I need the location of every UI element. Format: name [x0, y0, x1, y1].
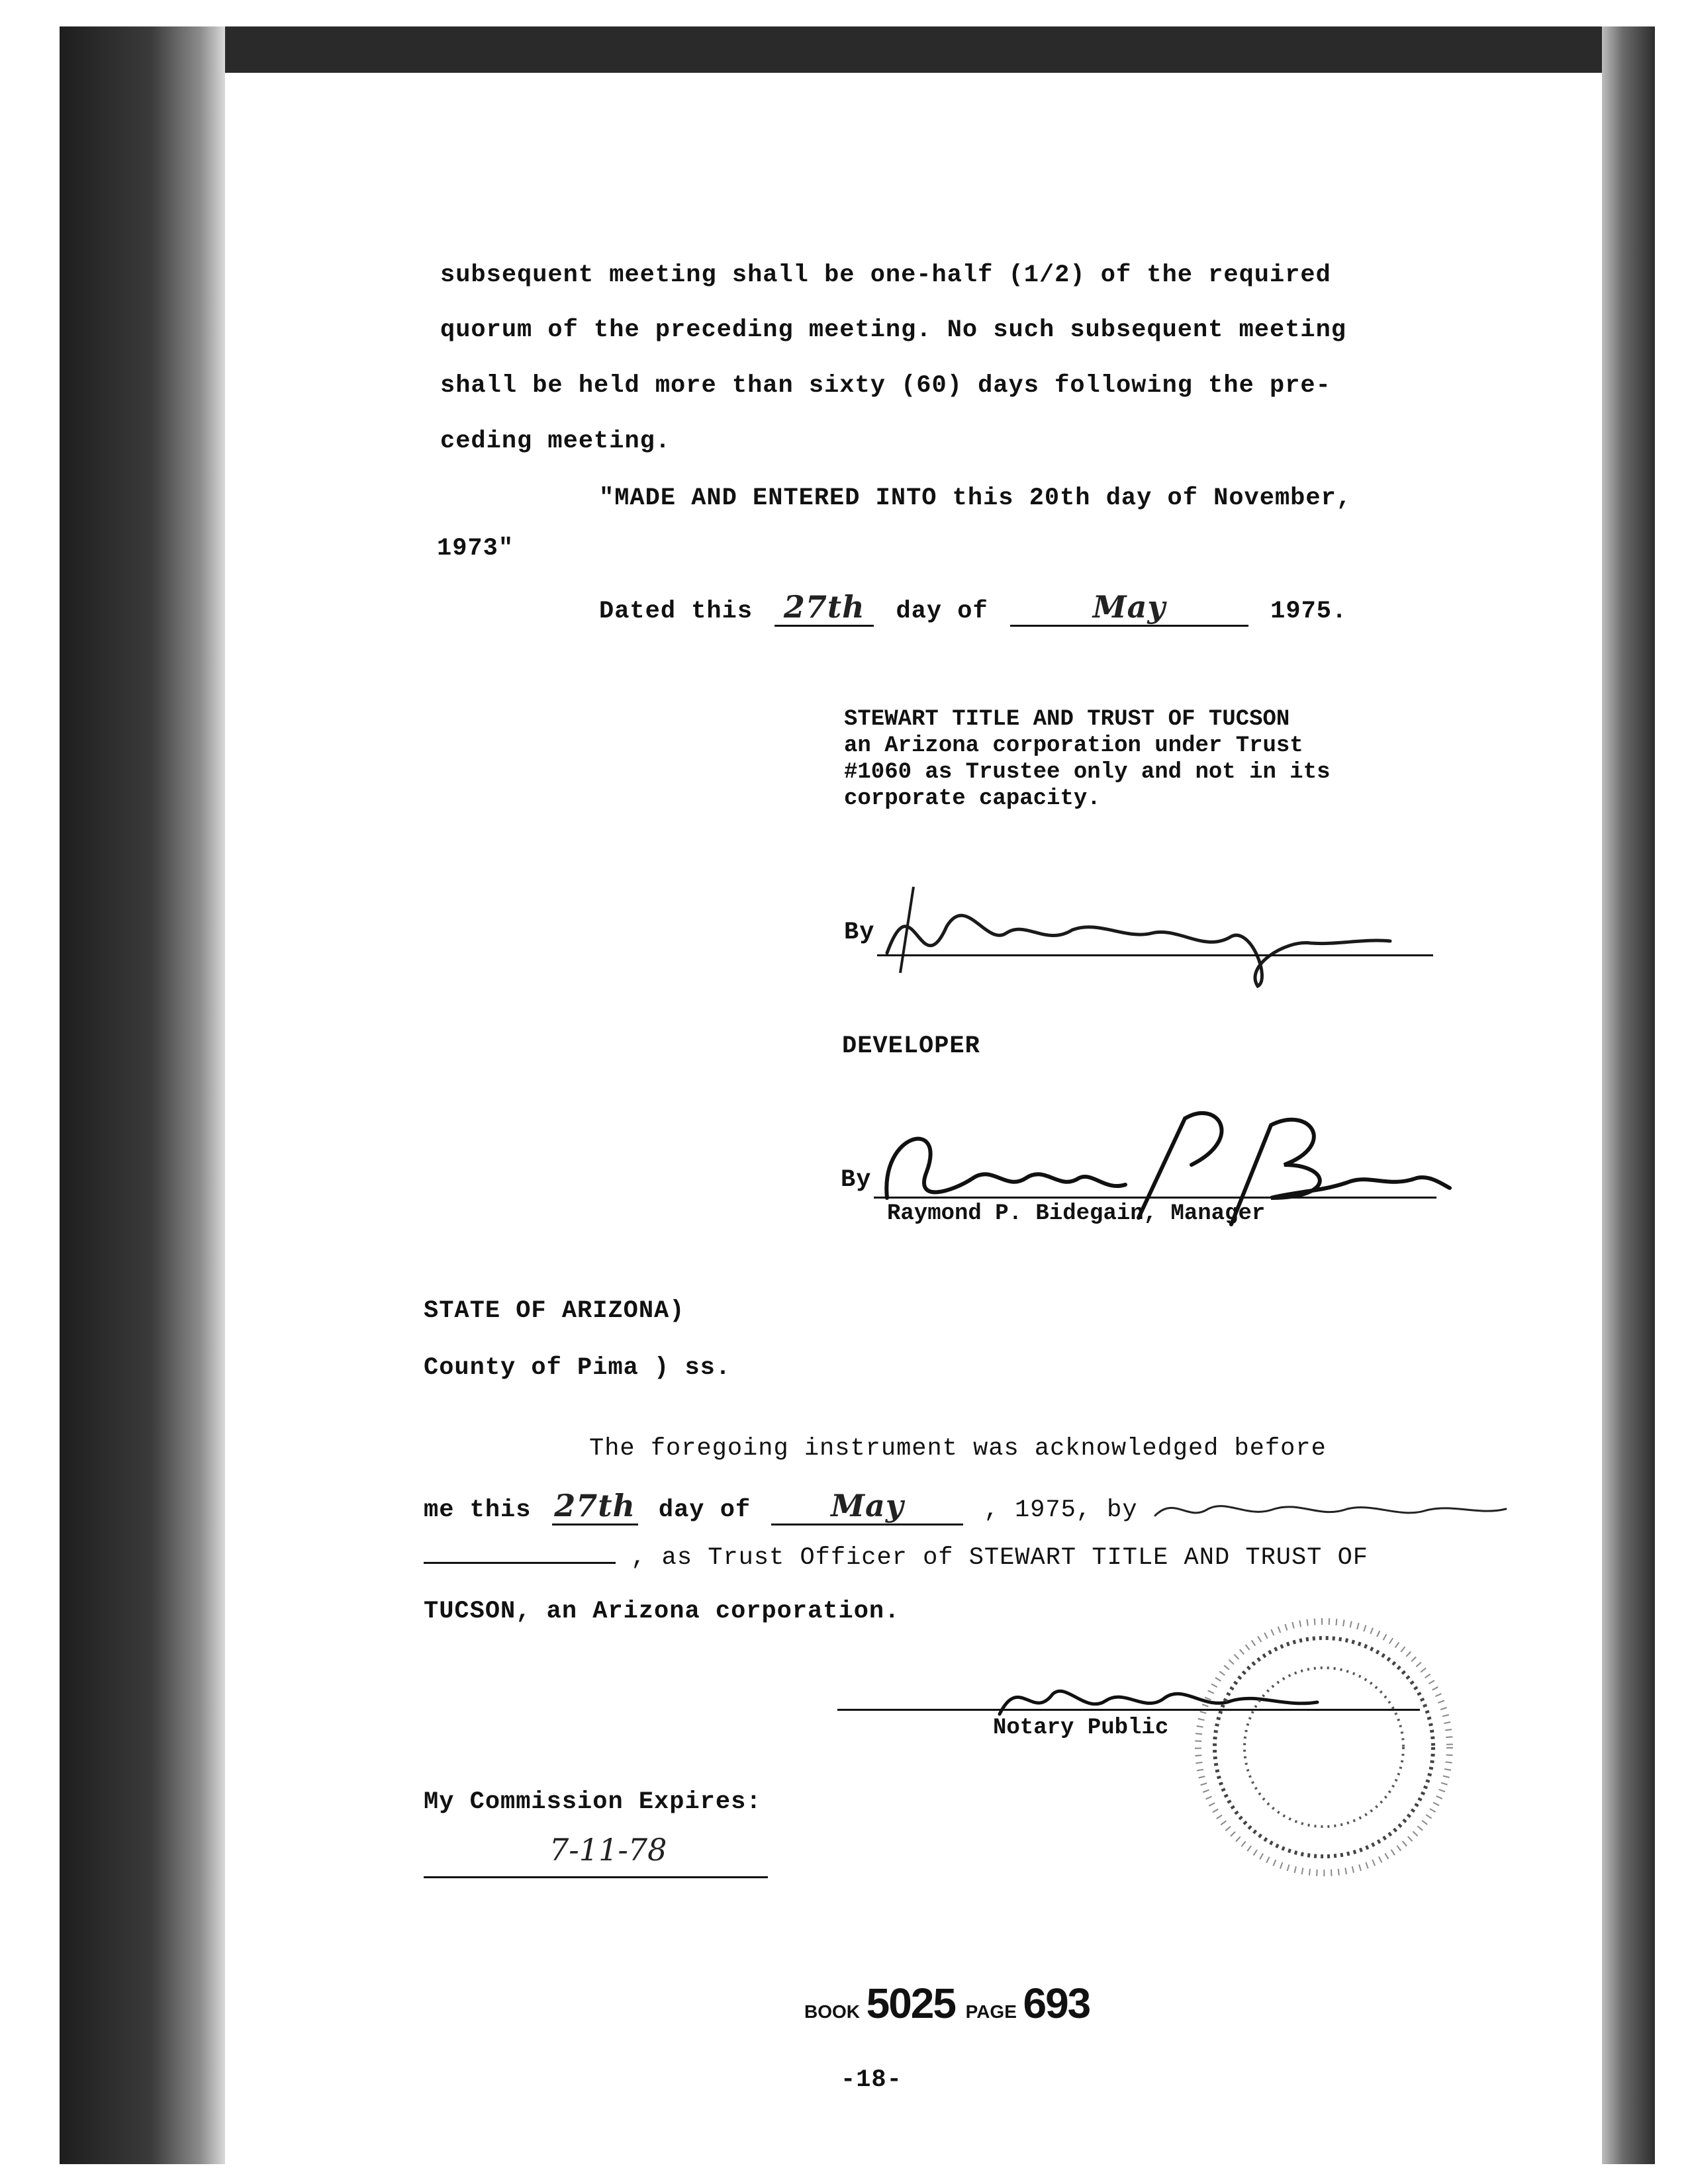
ack-day-handwritten: 27th — [552, 1488, 638, 1525]
trustee-signature-line — [877, 954, 1433, 956]
page-number: 693 — [1023, 1979, 1090, 2027]
dated-day-handwritten: 27th — [774, 589, 874, 627]
book-page-stamp — [804, 1979, 1090, 2028]
commission-label: My Commission Expires: — [424, 1788, 762, 1816]
ack-line-4 — [424, 1598, 900, 1625]
ack-line-3 — [424, 1542, 1368, 1572]
ack-line-1 — [589, 1435, 1327, 1463]
ack-line-2-mid: day of — [658, 1496, 751, 1524]
ack-line-3-suffix: , as Trust Officer of STEWART TITLE AND TRUST OF — [631, 1544, 1368, 1572]
ack-line-1-text: The foregoing instrument was acknowledged before — [589, 1435, 1327, 1463]
scan-border-right — [1602, 26, 1655, 2164]
trustee-line-4: corporate capacity. — [844, 786, 1101, 811]
book-number: 5025 — [866, 1979, 955, 2027]
page-indicator: -18- — [841, 2066, 902, 2094]
commission-date-line — [424, 1876, 768, 1878]
dated-year: 1975. — [1270, 598, 1348, 625]
developer-by-label: By — [841, 1166, 872, 1194]
developer-signer-name: Raymond P. Bidegain, Manager — [887, 1201, 1266, 1226]
notary-label: Notary Public — [993, 1715, 1169, 1741]
paragraph-line-1: subsequent meeting shall be one-half (1/2) of the required — [440, 261, 1331, 289]
trustee-line-1: STEWART TITLE AND TRUST OF TUCSON — [844, 707, 1290, 732]
scan-border-top — [60, 26, 1648, 73]
dated-middle: day of — [896, 598, 988, 625]
ack-month-handwritten: May — [771, 1488, 963, 1525]
dated-line — [599, 589, 1347, 627]
dated-prefix: Dated this — [599, 598, 753, 625]
commission-date-handwritten: 7-11-78 — [549, 1832, 667, 1868]
dated-month-handwritten: May — [1010, 589, 1248, 627]
ack-line-4-text: TUCSON, an Arizona corporation. — [424, 1598, 900, 1625]
paragraph-line-4: ceding meeting. — [440, 428, 671, 455]
paragraph-line-3: shall be held more than sixty (60) days following the pre- — [440, 372, 1331, 400]
page-label: PAGE — [965, 2001, 1017, 2022]
trustee-line-3: #1060 as Trustee only and not in its — [844, 760, 1331, 785]
trustee-line-2: an Arizona corporation under Trust — [844, 733, 1303, 758]
ack-line-2-year: , 1975, by — [984, 1496, 1138, 1524]
developer-signature-line — [874, 1197, 1436, 1199]
book-label: BOOK — [804, 2001, 860, 2022]
quote-line-2: 1973" — [437, 535, 514, 563]
trustee-by-label: By — [844, 919, 875, 946]
ack-line-2 — [424, 1488, 1138, 1525]
ack-line-2-prefix: me this — [424, 1496, 532, 1524]
trustee-signature — [874, 867, 1443, 999]
developer-label: DEVELOPER — [842, 1032, 980, 1060]
paragraph-line-2: quorum of the preceding meeting. No such subsequent meeting — [440, 316, 1347, 344]
ack-signer-handwritten — [1149, 1482, 1519, 1535]
ack-officer-blank — [424, 1542, 616, 1564]
quote-line-1: "MADE AND ENTERED INTO this 20th day of November, — [599, 484, 1352, 512]
notary-seal — [1185, 1608, 1463, 1886]
state-line: STATE OF ARIZONA) — [424, 1297, 685, 1325]
county-line: County of Pima ) ss. — [424, 1354, 731, 1382]
scan-border-left — [60, 26, 225, 2164]
